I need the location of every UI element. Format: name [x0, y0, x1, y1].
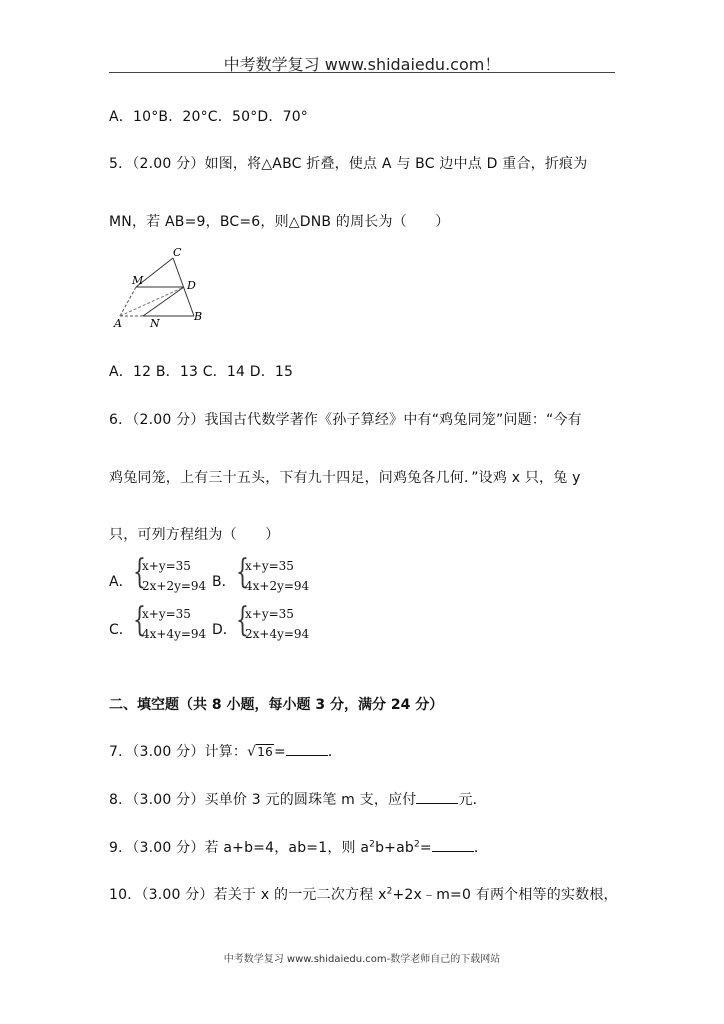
q10 [109, 884, 618, 904]
q10-suffix: +2x﹣m=0 有两个相等的实数根， [392, 887, 618, 903]
q6-option-b-label: B． [212, 574, 236, 590]
q7-answer-blank [286, 741, 328, 756]
brace-icon: { [133, 552, 146, 592]
q8 [109, 789, 487, 809]
sqrt-symbol: √16 [247, 744, 273, 760]
q8-prefix: 8．（3.00 分）买单价 3 元的圆珠笔 m 支，应付 [109, 792, 417, 808]
q9-mid: b+ab [375, 840, 414, 856]
q7-end: ． [327, 744, 343, 760]
q9 [109, 837, 488, 857]
label-A: A [114, 317, 122, 330]
q6-option-b-system [236, 552, 316, 599]
label-C: C [173, 246, 182, 259]
q6-line1: 6．（2.00 分）我国古代数学著作《孙子算经》中有“鸡兔同笼”问题：“今有 [109, 412, 582, 428]
label-M: M [132, 274, 144, 287]
q6-option-c-eq1: x+y=35 [142, 607, 191, 621]
page-header-title: 中考数学复习 www.shidaiedu.com！ [223, 55, 501, 74]
brace-icon: { [236, 552, 249, 592]
q4-options: A．10°B．20°C．50°D．70° [109, 109, 308, 125]
q8-end: 元． [458, 792, 487, 808]
q7 [109, 741, 342, 761]
q6-option-a-label: A． [109, 574, 133, 590]
q6-option-b-eq1: x+y=35 [245, 559, 294, 573]
q8-answer-blank [416, 789, 458, 804]
q9-answer-blank [432, 837, 474, 852]
q5-triangle-figure [108, 244, 208, 330]
q7-suffix: = [273, 744, 286, 760]
q6-option-d-eq2: 2x+4y=94 [245, 627, 310, 641]
q6-line2: 鸡兔同笼，上有三十五头，下有九十四足，问鸡兔各几何．”设鸡 x 只，兔 y [109, 470, 581, 486]
q6-option-d-system [236, 600, 316, 647]
q6-option-b-eq2: 4x+2y=94 [245, 579, 310, 593]
q5-line2: MN，若 AB=9，BC=6，则△DNB 的周长为（ ） [109, 214, 450, 230]
page-footer: 中考数学复习 www.shidaiedu.com-数学老师自己的下载网站 [223, 954, 501, 965]
q6-option-c-label: C． [109, 622, 133, 638]
brace-icon: { [236, 600, 249, 640]
section2-title: 二、填空题（共 8 小题，每小题 3 分，满分 24 分） [109, 697, 444, 713]
header-divider [109, 72, 615, 73]
q6-option-a-eq1: x+y=35 [142, 559, 191, 573]
q6-option-d-label: D． [212, 622, 237, 638]
q10-exp: 2 [386, 886, 393, 897]
brace-icon: { [133, 600, 146, 640]
q9-exp2: 2 [413, 839, 420, 850]
q6-line3: 只，可列方程组为（ ） [109, 527, 280, 543]
q5-options: A．12 B．13 C．14 D．15 [109, 364, 294, 380]
q9-suffix: = [419, 840, 432, 856]
q6-option-d-eq1: x+y=35 [245, 607, 294, 621]
label-B: B [194, 310, 203, 323]
q9-end: ． [473, 840, 489, 856]
q10-prefix: 10．（3.00 分）若关于 x 的一元二次方程 x [109, 887, 387, 903]
q9-exp1: 2 [369, 839, 376, 850]
q6-option-a-system [133, 552, 213, 599]
q5-line1: 5．（2.00 分）如图，将△ABC 折叠，使点 A 与 BC 边中点 D 重合，折痕为 [109, 156, 588, 172]
label-D: D [187, 279, 196, 292]
q6-option-c-eq2: 4x+4y=94 [142, 627, 207, 641]
q9-prefix: 9．（3.00 分）若 a+b=4，ab=1，则 a [109, 840, 370, 856]
q7-prefix: 7．（3.00 分）计算： [109, 744, 248, 760]
q7-radicand: 16 [257, 745, 273, 759]
label-N: N [150, 317, 160, 330]
q6-option-a-eq2: 2x+2y=94 [142, 579, 207, 593]
q6-option-c-system [133, 600, 213, 647]
